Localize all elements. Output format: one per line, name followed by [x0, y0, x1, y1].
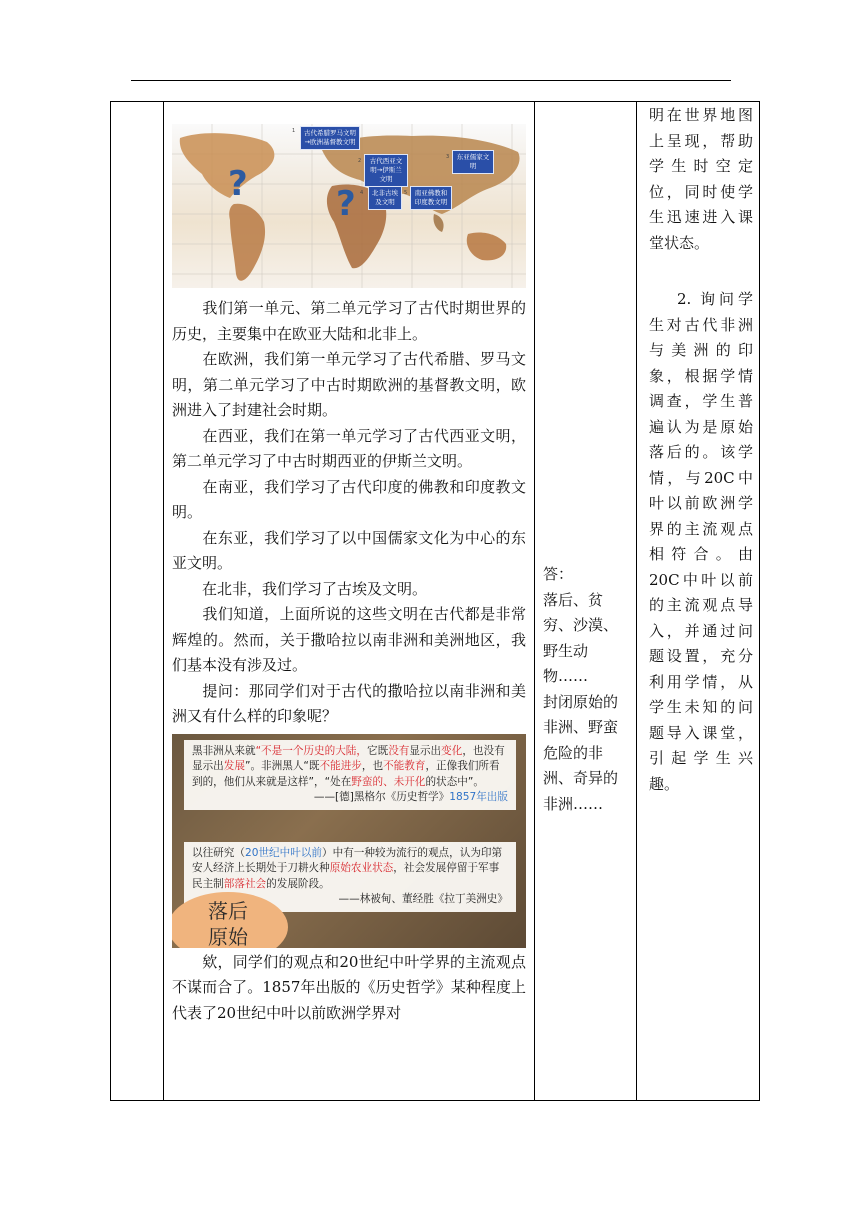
map-label-number: 5 [404, 190, 408, 196]
map-label-north-africa: 北非古埃及文明 [368, 186, 402, 210]
quotes-image [172, 734, 526, 948]
student-activity-cell [535, 102, 637, 1101]
latin-america-quote-source: ——林被甸、董经胜《拉丁美洲史》 [338, 893, 508, 905]
paragraph: 在西亚，我们在第一单元学习了古代西亚文明，第二单元学习了中古时期西亚的伊斯兰文明。 [172, 426, 526, 470]
lesson-plan-table [110, 101, 760, 1101]
question-paragraph: 提问：那同学们对于古代的撒哈拉以南非洲和美洲又有什么样的印象呢？ [172, 681, 526, 725]
paragraph: 在东亚，我们学习了以中国儒家文化为中心的东亚文明。 [172, 528, 526, 572]
map-label-number: 3 [446, 154, 450, 160]
teaching-process-cell [164, 102, 535, 1101]
paragraph: 我们第一单元、第二单元学习了古代时期世界的历史，主要集中在欧亚大陆和北非上。 [172, 299, 526, 343]
backward-primitive-stamp: 落后 原始 [172, 892, 288, 948]
student-answer: 答： 落后、贫穷、沙漠、野生动物…… 封闭原始的非洲、野蛮危险的非洲、奇异的非洲…… [543, 565, 619, 813]
map-label-south-asia: 南亚佛教和印度教文明 [410, 186, 452, 210]
closing-paragraph: 欸，同学们的观点和20世纪中叶学界的主流观点不谋而合了。1857年出版的《历史哲学》某种程度上代表了20世纪中叶以前欧洲学界对 [172, 952, 526, 1022]
hegel-quote-card: 黑非洲从来就“不是一个历史的大陆，它既没有显示出变化，也没有显示出发展”。非洲黑人“既不能进步，也不能教育，正像我们所看到的，他们从来就是这样”，“处在野蛮的、未开化的状态中”。 ——[德]黑格尔《历史哲学》1857年出版 [184, 740, 516, 810]
paragraph: 我们知道，上面所说的这些文明在古代都是非常辉煌的。然而，关于撒哈拉以南非洲和美洲地区，我们基本没有涉及过。 [172, 605, 526, 674]
map-label-number: 2 [358, 158, 362, 164]
paragraph-group [164, 296, 534, 730]
map-label-europe: 古代希腊罗马文明→欧洲基督教文明 [300, 126, 360, 150]
header-rule [131, 80, 731, 81]
question-mark-africa: ? [336, 184, 356, 224]
hegel-quote-source: ——[德]黑格尔《历史哲学》1857年出版 [313, 791, 508, 803]
paragraph: 在北非，我们学习了古埃及文明。 [202, 579, 428, 598]
map-label-east-asia: 东亚儒家文明 [452, 150, 494, 174]
paragraph: 在南亚，我们学习了古代印度的佛教和印度教文明。 [172, 477, 526, 521]
design-intent-part2: 2. 询问学生对古代非洲与美洲的印象，根据学情调查，学生普遍认为是原始落后的。该学情，与20C中叶以前欧洲学界的主流观点相符合。由20C中叶以前的主流观点导入，并通过问题设置，充分利用学情，从学生未知的问题导入课堂，引起学生兴趣。 [649, 290, 753, 793]
world-map-image [172, 124, 526, 288]
map-label-number: 4 [360, 190, 364, 196]
map-label-west-asia: 古代西亚文明→伊斯兰文明 [364, 154, 408, 187]
design-intent-part1: 明在世界地图上呈现，帮助学生时空定位，同时使学生迅速进入课堂状态。 [649, 106, 753, 252]
latin-america-quote-card: 以往研究（20世纪中叶以前）中有一种较为流行的观点，认为印第安人经济上长期处于刀耕火种原始农业状态，社会发展停留于军事民主制部落社会的发展阶段。 ——林被甸、董经胜《拉丁美洲史》 [184, 842, 516, 912]
question-mark-americas: ? [228, 164, 248, 204]
map-label-number: 1 [292, 128, 296, 134]
empty-cell [111, 102, 164, 1101]
design-intent-cell [637, 102, 760, 1101]
paragraph: 在欧洲，我们第一单元学习了古代希腊、罗马文明，第二单元学习了中古时期欧洲的基督教文明，欧洲进入了封建社会时期。 [172, 350, 526, 419]
